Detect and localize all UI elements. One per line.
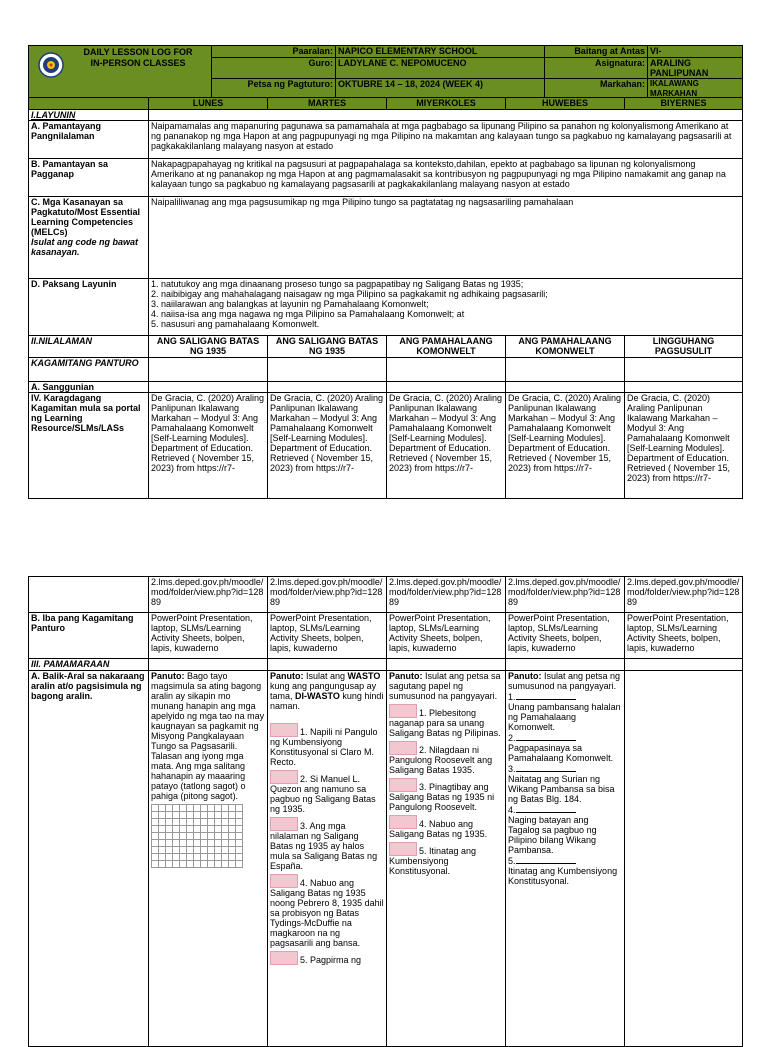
thu-item: Itinatag ang Kumbensiyong Konstitusyonal. (508, 866, 618, 886)
answer-box[interactable] (389, 842, 417, 856)
nilalaman-heading: II.NILALAMAN (29, 336, 149, 358)
procedure-tue-text: Isulat ang (303, 671, 348, 681)
wed-item: 5. Itinatag ang Kumbensiyong Konstitusyonal. (389, 846, 477, 876)
thu-item-number: 1. (508, 692, 516, 702)
procedure-fri (625, 671, 743, 1047)
reference-cont-wed: 2.lms.deped.gov.ph/moodle/mod/folder/view.php?id=12889 (387, 577, 506, 613)
procedure-wed-text: Isulat ang petsa sa sagutang papel ng sumusunod na pangyayari. (389, 671, 501, 701)
header-table (28, 45, 743, 100)
tue-item: 3. Ang mga nilalaman ng Saligang Batas ng 1935 ay halos mula sa Saligang Batas ng España. (270, 821, 378, 871)
header-title-line1: DAILY LESSON LOG FOR (83, 47, 193, 57)
objective-item: 2. naibibigay ang mahahalagang naisagaw ng mga Pilipino sa pagkakamit ng adhikaing pagsasarili; (151, 289, 548, 299)
wed-item: 4. Nabuo ang Saligang Batas ng 1935. (389, 819, 488, 839)
thu-item: Naging batayan ang Tagalog sa pagbuo ng Pilipino bilang Wikang Pambansa. (508, 815, 597, 855)
quarter-label: Markahan: (545, 79, 648, 100)
thu-item-number: 3. (508, 764, 516, 774)
procedure-thu-text: Isulat ang petsa ng sumusunod na pangyayari. (508, 671, 621, 691)
reference-cont-fri: 2.lms.deped.gov.ph/moodle/mod/folder/view.php?id=12889 (625, 577, 743, 613)
date-label: Petsa ng Pagtuturo: (212, 79, 336, 100)
deped-seal-icon (38, 52, 64, 78)
kagamitan-heading: KAGAMITANG PANTURO (29, 358, 149, 382)
procedure-tue-text: kung ang pangungusap ay tama, (270, 681, 377, 701)
header-title-cell (29, 46, 212, 100)
reference-cont-thu: 2.lms.deped.gov.ph/moodle/mod/folder/view.php?id=12889 (506, 577, 625, 613)
panuto-label: Panuto: (508, 671, 542, 681)
answer-blank[interactable] (516, 763, 576, 772)
day-tue: MARTES (268, 98, 387, 110)
wed-item: 3. Pinagtibay ang Saligang Batas ng 1935 ni Pangulong Roosevelt. (389, 782, 495, 812)
quarter-value: IKALAWANG MARKAHAN (648, 79, 743, 100)
topic-fri: LINGGUHANG PAGSUSULIT (625, 336, 743, 358)
topic-mon: ANG SALIGANG BATAS NG 1935 (149, 336, 268, 358)
materials-mon: PowerPoint Presentation, laptop, SLMs/Learning Activity Sheets, bolpen, lapis, kuwaderno (149, 613, 268, 659)
tue-item: 4. Nabuo ang Saligang Batas ng 1935 noong Pebrero 8, 1935 dahil sa probisyon ng Batas Tydings-McDuffie na magkaroon na ng pagsasarili ang bansa. (270, 878, 384, 948)
pamantayan-pagganap-text: Nakapagpapahayag ng kritikal na pagsusuri at pagpapahalaga sa konteksto,dahilan, epekto at pagbabago sa lipunan ng kolonyalismong Amerikano at ng pananakop ng mga Hapon at ang pagmamalasakit sa kontribusyon ng pagpupunyagi ng mga Pilipino namakamit ang ganap na kalayaan tungo sa pagkabuo ng kamalayang pagsasarili at pagkakakilanlang malayang nasyon at estado (149, 159, 743, 197)
day-wed: MIYERKOLES (387, 98, 506, 110)
subject-value: ARALING PANLIPUNAN (648, 58, 743, 79)
reference-mon: De Gracia, C. (2020) Araling Panlipunan Ikalawang Markahan – Modyul 3: Ang Pamahalaang Komonwelt [Self-Learning Modules]. Department of Education. Retrieved ( November 15, 2023) from https://r7- (149, 393, 268, 499)
objective-item: 1. natutukoy ang mga dinaanang proseso tungo sa pagpapatibay ng Saligang Batas ng 1935; (151, 279, 524, 289)
thu-item-number: 5. (508, 856, 516, 866)
pamamaraan-heading: III. PAMAMARAAN (29, 659, 149, 671)
answer-box[interactable] (270, 817, 298, 831)
day-fri: BIYERNES (625, 98, 743, 110)
melc-text: Naipaliliwanag ang mga pagsusumikap ng mga Pilipino tungo sa pagtatatag ng nagsasariling pamahalaan (149, 197, 743, 279)
school-value: NAPICO ELEMENTARY SCHOOL (336, 46, 545, 58)
thu-item: Naitatag ang Surian ng Wikang Pambansa sa bisa ng Batas Blg. 184. (508, 774, 615, 804)
subject-label: Asignatura: (545, 58, 648, 79)
day-thu: HUWEBES (506, 98, 625, 110)
reference-cont-mon: 2.lms.deped.gov.ph/moodle/mod/folder/view.php?id=12889 (149, 577, 268, 613)
answer-blank[interactable] (516, 691, 576, 700)
balik-aral-label: A. Balik-Aral sa nakaraang aralin at/o pagsisimula ng bagong aralin. (29, 671, 149, 1047)
lesson-table-page1 (28, 97, 743, 499)
layunin-heading: I.LAYUNIN (29, 110, 149, 121)
reference-fri: De Gracia, C. (2020) Araling Panlipunan Ikalawang Markahan – Modyul 3: Ang Pamahalaang Komonwelt [Self-Learning Modules]. Department of Education. Retrieved ( November 15, 2023) from https://r7- (625, 393, 743, 499)
procedure-tue (268, 671, 387, 1047)
topic-wed: ANG PAMAHALAANG KOMONWELT (387, 336, 506, 358)
procedure-tue-text: kung hindi naman. (270, 691, 384, 711)
teacher-value: LADYLANE C. NEPOMUCENO (336, 58, 545, 79)
days-row (29, 98, 743, 110)
topic-thu: ANG PAMAHALAANG KOMONWELT (506, 336, 625, 358)
grade-label: Baitang at Antas (545, 46, 648, 58)
answer-box[interactable] (270, 874, 298, 888)
paksang-layunin-label: D. Paksang Layunin (29, 279, 149, 336)
objective-item: 5. nasusuri ang pamahalaang Komonwelt. (151, 319, 320, 329)
melc-note: Isulat ang code ng bawat kasanayan. (31, 237, 139, 257)
answer-box[interactable] (389, 778, 417, 792)
word-search-grid (151, 804, 243, 868)
grade-value: VI- (648, 46, 743, 58)
sanggunian-label: A. Sanggunian (29, 382, 149, 393)
di-wasto-keyword: DI-WASTO (295, 691, 340, 701)
materials-thu: PowerPoint Presentation, laptop, SLMs/Learning Activity Sheets, bolpen, lapis, kuwaderno (506, 613, 625, 659)
pamantayang-pangnilalaman-text: Naipamamalas ang mapanuring pagunawa sa pamamahala at mga pagbabago sa lipunang Pilipino sa panahon ng kolonyalismong Amerikano at ng pananakop ng mga Hapon at ang pagpupunyagi ng mga Pilipino na makamtan ang kalayaan tungo sa pagkabuo ng kamalayang pagsasarili at pagkakakilanlang malayang nasyon at estado (149, 121, 743, 159)
materials-tue: PowerPoint Presentation, laptop, SLMs/Learning Activity Sheets, bolpen, lapis, kuwaderno (268, 613, 387, 659)
reference-wed: De Gracia, C. (2020) Araling Panlipunan Ikalawang Markahan – Modyul 3: Ang Pamahalaang Komonwelt [Self-Learning Modules]. Department of Education. Retrieved ( November 15, 2023) from https://r7- (387, 393, 506, 499)
melc-label: C. Mga Kasanayan sa Pagkatuto/Most Essential Learning Competencies (MELCs) (31, 197, 141, 237)
answer-box[interactable] (270, 770, 298, 784)
paksang-layunin-list (149, 279, 743, 336)
reference-tue: De Gracia, C. (2020) Araling Panlipunan Ikalawang Markahan – Modyul 3: Ang Pamahalaang Komonwelt [Self-Learning Modules]. Department of Education. Retrieved ( November 15, 2023) from https://r7- (268, 393, 387, 499)
procedure-thu (506, 671, 625, 1047)
procedure-mon (149, 671, 268, 1047)
materials-wed: PowerPoint Presentation, laptop, SLMs/Learning Activity Sheets, bolpen, lapis, kuwaderno (387, 613, 506, 659)
teacher-label: Guro: (212, 58, 336, 79)
panuto-label: Panuto: (270, 671, 304, 681)
procedure-mon-text: Bago tayo magsimula sa ating bagong aralin ay sikapin mo munang hanapin ang mga apelyido ng mga tao na may kaugnayan sa pagkamit ng Misyong Pangkalayaan Tungo sa Pagsasarili. Talasan ang iyong mga mata. Ang mga salitang hahanapin ay maaaring patayo (tatlong sagot) o pahiga (pitong sagot). (151, 671, 265, 801)
answer-box[interactable] (270, 723, 298, 737)
thu-item: Pagpapasinaya sa Pamahalaang Komonwelt. (508, 743, 614, 763)
reference-thu: De Gracia, C. (2020) Araling Panlipunan Ikalawang Markahan – Modyul 3: Ang Pamahalaang Komonwelt [Self-Learning Modules]. Department of Education. Retrieved ( November 15, 2023) from https://r7- (506, 393, 625, 499)
panuto-label: Panuto: (389, 671, 423, 681)
objective-item: 4. naiisa-isa ang mga nagawa ng mga Pilipino sa Pamahalaang Komonwelt; at (151, 309, 465, 319)
materials-fri: PowerPoint Presentation, laptop, SLMs/Learning Activity Sheets, bolpen, lapis, kuwaderno (625, 613, 743, 659)
reference-cont-tue: 2.lms.deped.gov.ph/moodle/mod/folder/view.php?id=12889 (268, 577, 387, 613)
topic-tue: ANG SALIGANG BATAS NG 1935 (268, 336, 387, 358)
thu-item: Unang pambansang halalan ng Pamahalaang Komonwelt. (508, 702, 621, 732)
header-title-line2: IN-PERSON CLASSES (90, 58, 186, 68)
day-mon: LUNES (149, 98, 268, 110)
tue-item: 5. Pagpirma ng (300, 955, 362, 965)
answer-box[interactable] (270, 951, 298, 965)
pamantayang-pangnilalaman-label: A. Pamantayang Pangnilalaman (29, 121, 149, 159)
answer-blank[interactable] (516, 804, 576, 813)
date-value: OKTUBRE 14 – 18, 2024 (WEEK 4) (336, 79, 545, 100)
answer-blank[interactable] (516, 855, 576, 864)
thu-item-number: 4. (508, 805, 516, 815)
answer-box[interactable] (389, 815, 417, 829)
tue-item: 2. Si Manuel L. Quezon ang namuno sa pagbuo ng Saligang Batas ng 1935. (270, 774, 376, 814)
karagdagang-kagamitan-text: IV. Karagdagang Kagamitan mula sa portal ng Learning Resource/SLMs/LASs (31, 393, 141, 433)
tue-item: 1. Napili ni Pangulo ng Kumbensiyong Konstitusyonal si Claro M. Recto. (270, 727, 378, 767)
procedure-wed (387, 671, 506, 1047)
panuto-label: Panuto: (151, 671, 185, 681)
answer-blank[interactable] (516, 732, 576, 741)
answer-box[interactable] (389, 704, 417, 718)
karagdagang-kagamitan-label (29, 393, 149, 499)
lesson-table-page2 (28, 576, 743, 1047)
iba-kagamitan-label: B. Iba pang Kagamitang Panturo (29, 613, 149, 659)
wed-item: 1. Plebesitong naganap para sa unang Saligang Batas ng Pilipinas. (389, 708, 501, 738)
objective-item: 3. naiilarawan ang balangkas at layunin ng Pamahalaang Komonwelt; (151, 299, 429, 309)
wed-item: 2. Nilagdaan ni Pangulong Roosevelt ang Saligang Batas 1935. (389, 745, 493, 775)
answer-box[interactable] (389, 741, 417, 755)
pamantayan-pagganap-label: B. Pamantayan sa Pagganap (29, 159, 149, 197)
melc-label-cell (29, 197, 149, 279)
thu-item-number: 2. (508, 733, 516, 743)
school-label: Paaralan: (212, 46, 336, 58)
wasto-keyword: WASTO (347, 671, 381, 681)
